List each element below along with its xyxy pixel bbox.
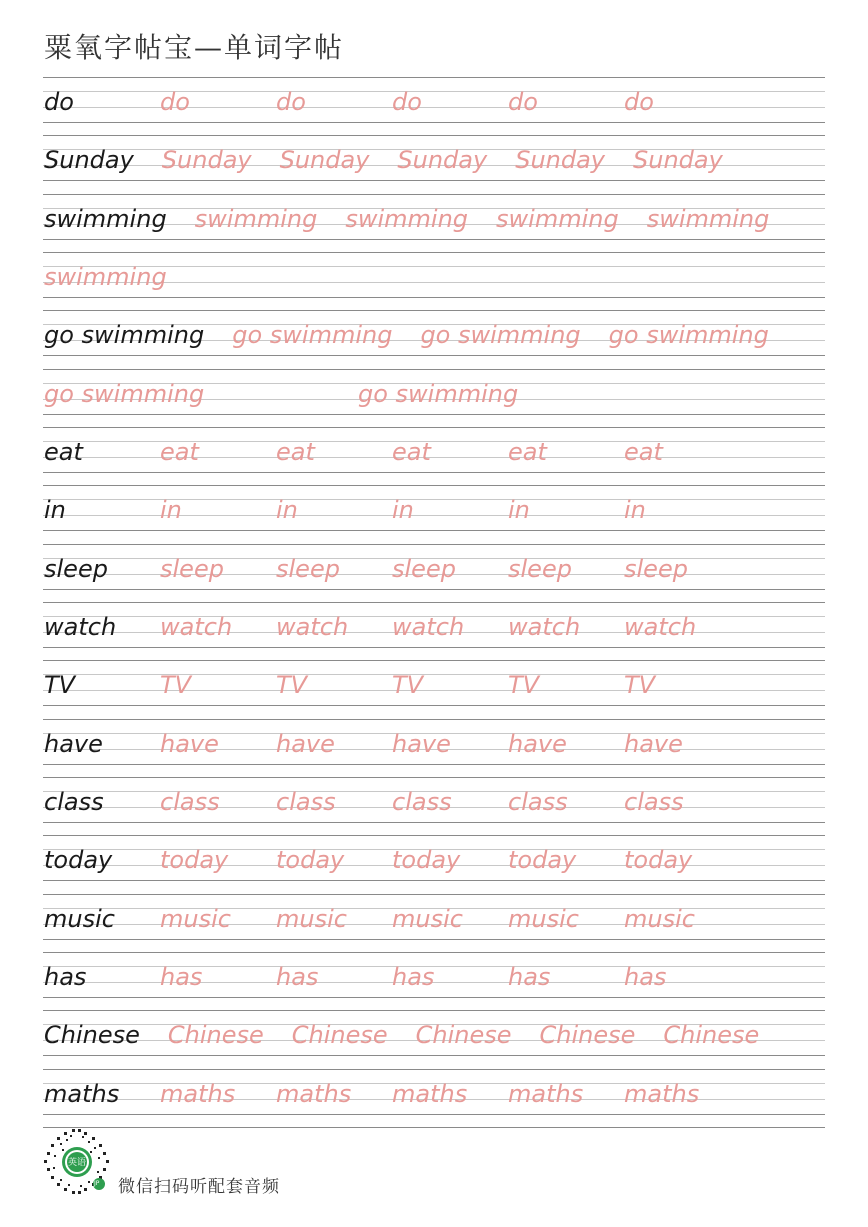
practice-row [43,1010,825,1068]
word-line [43,607,825,647]
practice-row [43,427,825,485]
trace-word: today [160,846,229,875]
guide-line [43,427,825,428]
trace-word: have [392,729,451,758]
guide-line [43,660,825,661]
guide-line [43,355,825,356]
trace-word: today [624,846,693,875]
guide-line [43,647,825,648]
guide-line [43,135,825,136]
word-line [43,490,825,530]
trace-word: swimming [496,204,619,233]
word-line [43,315,825,355]
guide-line [43,122,825,123]
footer [42,1127,442,1199]
word-line [43,82,825,122]
trace-word: maths [276,1079,352,1108]
trace-word: Sunday [633,146,723,175]
word-line [43,1015,825,1055]
audio-caption: 微信扫码听配套音频 [118,1177,280,1197]
trace-word: have [624,729,683,758]
trace-word: have [508,729,567,758]
trace-word: has [508,962,551,991]
trace-word: eat [624,437,663,466]
trace-word: has [160,962,203,991]
word-line [43,432,825,472]
trace-word: watch [160,612,233,641]
trace-word: Sunday [515,146,606,175]
practice-row [43,835,825,893]
word-line [43,899,825,939]
practice-row [43,777,825,835]
trace-word: sleep [508,554,572,583]
trace-word: today [392,846,461,875]
guide-line [43,589,825,590]
trace-word: watch [508,612,581,641]
practice-row [43,719,825,777]
guide-line [43,414,825,415]
trace-word: class [276,787,336,816]
trace-word: have [276,729,335,758]
guide-line [43,835,825,836]
model-word: in [44,496,66,525]
trace-word: Chinese [415,1021,512,1050]
trace-word: sleep [160,554,224,583]
word-line [43,549,825,589]
word-line [43,724,825,764]
page-title: 粟氧字帖宝—单词字帖 [44,31,345,64]
trace-word: Chinese [291,1021,388,1050]
trace-word: class [508,787,568,816]
trace-word: in [624,496,646,525]
practice-row [43,1069,825,1127]
guide-line [43,544,825,545]
model-word: sleep [44,554,108,583]
model-word: eat [44,437,83,466]
trace-word: do [160,88,190,116]
model-word: music [44,904,115,933]
model-word: have [44,729,103,758]
guide-line [43,252,825,253]
trace-word: class [160,787,220,816]
trace-word: do [392,88,422,116]
trace-word: go swimming [44,379,205,408]
trace-word: watch [392,612,465,641]
trace-word: in [508,496,530,525]
model-word: swimming [44,204,167,233]
word-line [43,140,825,180]
trace-word: class [392,787,452,816]
model-word: today [44,846,113,875]
practice-row [43,660,825,718]
guide-line [43,77,825,78]
practice-sheet [43,77,825,1127]
trace-word: Sunday [161,146,252,175]
trace-word: in [160,496,182,525]
word-line [43,665,825,705]
trace-word: go swimming [420,321,581,350]
trace-word: maths [508,1079,584,1108]
trace-word: eat [276,437,315,466]
qr-badge-label: 英语 [68,1158,87,1168]
qr-corner-label: JP [94,1180,100,1187]
trace-word: TV [508,671,540,700]
trace-word: music [160,904,231,933]
trace-word: eat [160,437,199,466]
practice-row [43,544,825,602]
model-word: class [44,787,104,816]
guide-line [43,719,825,720]
trace-word: do [624,88,654,116]
guide-line [43,310,825,311]
word-line [43,957,825,997]
word-line [43,374,825,414]
guide-line [43,180,825,181]
guide-line [43,997,825,998]
guide-line [43,602,825,603]
trace-word: has [276,962,319,991]
guide-line [43,472,825,473]
practice-row [43,485,825,543]
model-word: watch [44,612,117,641]
trace-word: music [392,904,463,933]
guide-line [43,1069,825,1070]
practice-row [43,952,825,1010]
guide-line [43,952,825,953]
word-line [43,840,825,880]
trace-word: TV [276,671,308,700]
guide-line [43,239,825,240]
guide-line [43,297,825,298]
trace-word: has [392,962,435,991]
model-word: Chinese [44,1021,140,1050]
practice-row [43,602,825,660]
trace-word: eat [392,437,431,466]
practice-row [43,369,825,427]
trace-word: maths [624,1079,700,1108]
trace-word: swimming [646,204,770,233]
trace-word: TV [392,671,424,700]
practice-row [43,310,825,368]
trace-word: today [276,846,345,875]
word-line [43,782,825,822]
trace-word: sleep [276,554,340,583]
word-line [43,199,825,239]
guide-line [43,822,825,823]
trace-word: music [508,904,579,933]
guide-line [43,1010,825,1011]
guide-line [43,194,825,195]
guide-line [43,939,825,940]
trace-word: Chinese [663,1021,760,1050]
word-line [43,257,825,297]
qr-code[interactable] [42,1127,112,1197]
practice-row [43,135,825,193]
model-word: has [44,962,87,991]
guide-line [43,1055,825,1056]
practice-row [43,252,825,310]
trace-word: maths [160,1079,236,1108]
guide-line [43,530,825,531]
model-word: TV [44,671,76,700]
trace-word: go swimming [232,321,393,350]
trace-word: watch [276,612,349,641]
model-word: Sunday [44,146,134,175]
trace-word: class [624,787,684,816]
trace-word: in [276,496,298,525]
model-word: go swimming [44,321,205,350]
trace-word: sleep [392,554,456,583]
model-word: maths [44,1079,120,1108]
practice-row [43,77,825,135]
model-word: do [44,88,74,116]
trace-word: today [508,846,577,875]
guide-line [43,1114,825,1115]
guide-line [43,369,825,370]
practice-row [43,894,825,952]
trace-word: maths [392,1079,468,1108]
trace-word: eat [508,437,547,466]
word-line [43,1074,825,1114]
trace-word: Sunday [279,146,370,175]
trace-word: watch [624,612,697,641]
trace-word: in [392,496,414,525]
trace-word: has [624,962,667,991]
trace-word: Chinese [539,1021,636,1050]
guide-line [43,764,825,765]
trace-word: TV [160,671,192,700]
trace-word: Chinese [167,1021,264,1050]
trace-word: swimming [194,204,318,233]
trace-word: swimming [44,262,167,291]
trace-word: have [160,729,219,758]
guide-line [43,705,825,706]
trace-word: swimming [345,204,469,233]
practice-row [43,194,825,252]
guide-line [43,894,825,895]
trace-word: music [624,904,695,933]
trace-word: do [276,88,306,116]
guide-line [43,485,825,486]
trace-word: music [276,904,347,933]
guide-line [43,777,825,778]
trace-word: Sunday [397,146,488,175]
trace-word: TV [624,671,656,700]
trace-word: go swimming [608,321,769,350]
trace-word: sleep [624,554,688,583]
trace-word: do [508,88,538,116]
trace-word: go swimming [358,379,519,408]
guide-line [43,880,825,881]
